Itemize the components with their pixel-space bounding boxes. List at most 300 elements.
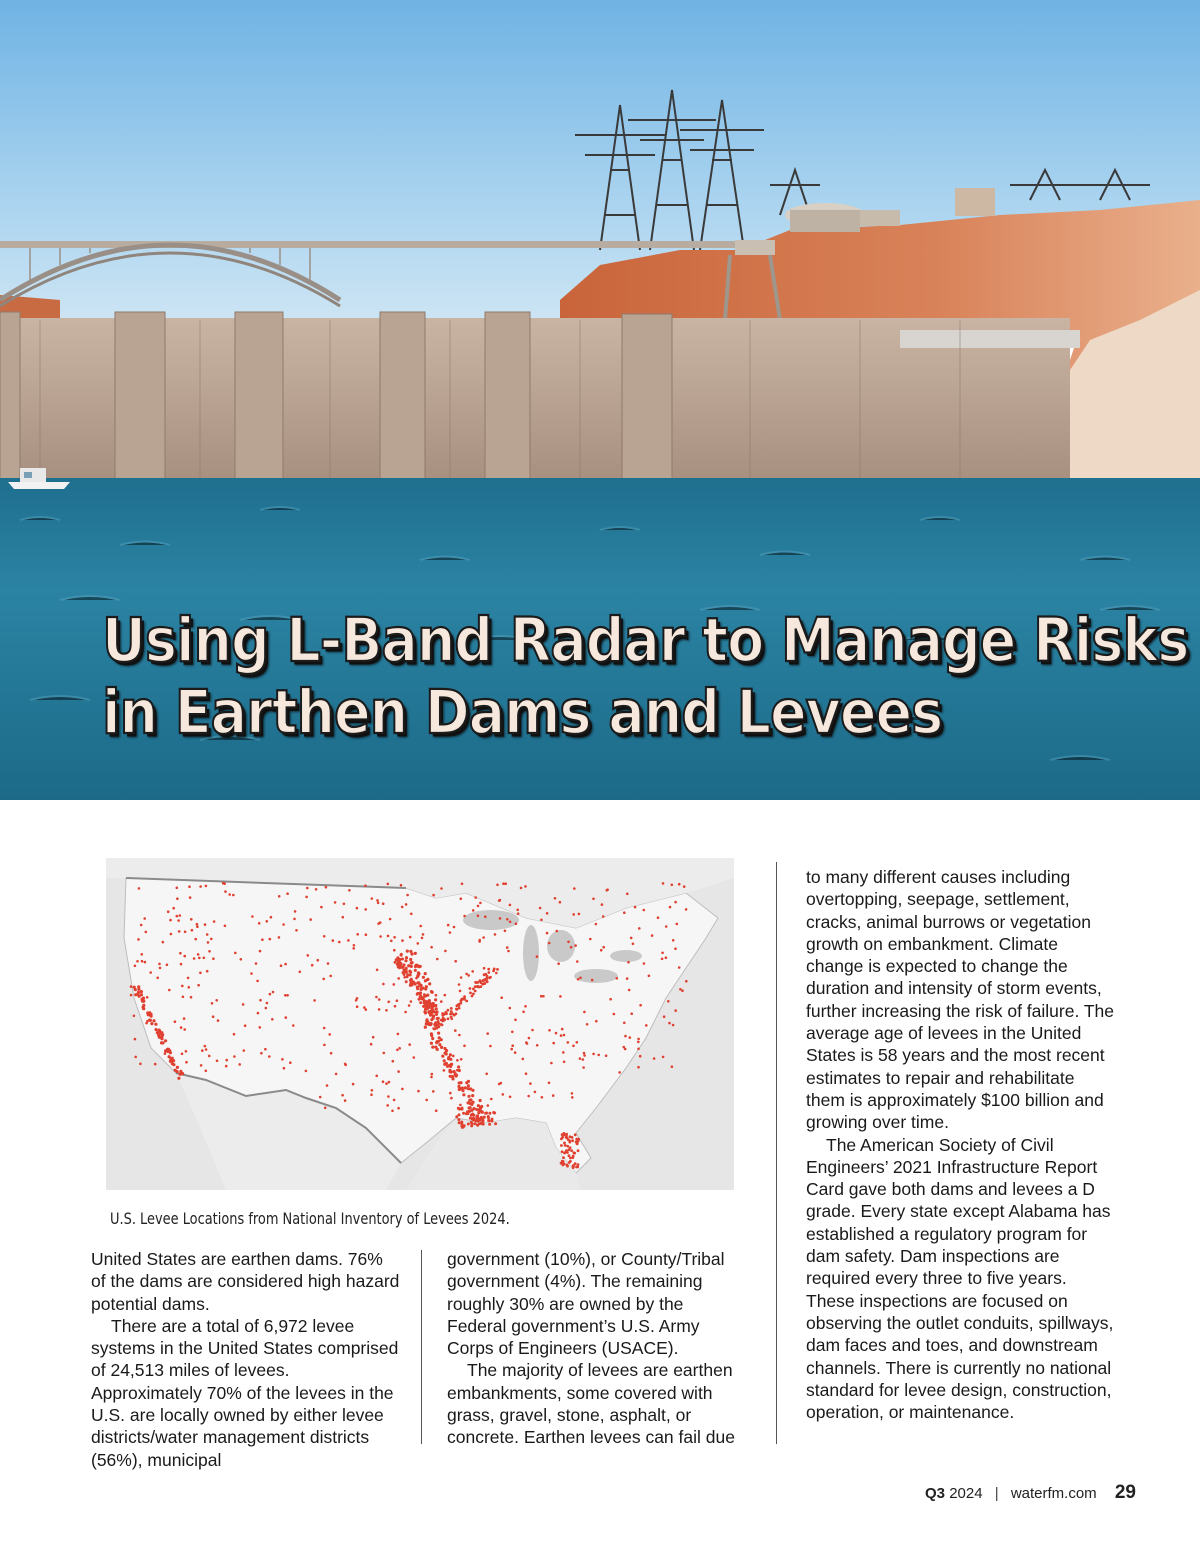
levee-dot	[561, 1136, 564, 1139]
levee-dot	[447, 1056, 450, 1059]
levee-dot	[419, 1001, 422, 1004]
levee-dot	[225, 1065, 228, 1068]
levee-dot	[416, 981, 419, 984]
levee-dot	[401, 939, 404, 942]
levee-dot	[435, 1041, 438, 1044]
levee-dot	[447, 1017, 450, 1020]
levee-dot	[637, 1066, 640, 1069]
levee-dot	[256, 980, 259, 983]
levee-dot	[559, 901, 562, 904]
levee-dot	[474, 896, 477, 899]
levee-dot	[176, 915, 179, 918]
levee-dot	[653, 1057, 656, 1060]
levee-dot	[259, 950, 262, 953]
levee-dot	[234, 952, 237, 955]
levee-dot	[400, 966, 403, 969]
levee-dot	[565, 1133, 568, 1136]
levee-dot	[488, 1123, 491, 1126]
levee-dot	[292, 1024, 295, 1027]
levee-dot	[199, 972, 202, 975]
levee-dot	[483, 973, 486, 976]
levee-dot	[422, 976, 425, 979]
levee-dot	[335, 1073, 338, 1076]
levee-dot	[341, 1094, 344, 1097]
levee-dot	[529, 1082, 532, 1085]
levee-dot	[567, 941, 570, 944]
levee-dot	[632, 943, 635, 946]
levee-dot	[555, 1032, 558, 1035]
levee-dot	[416, 993, 419, 996]
levee-dot	[466, 1112, 469, 1115]
levee-dot	[449, 1053, 452, 1056]
levee-dot	[462, 1112, 465, 1115]
levee-dot	[264, 1048, 267, 1051]
levee-dot	[213, 920, 216, 923]
levee-dot	[511, 1031, 514, 1034]
levee-dot	[193, 957, 196, 960]
levee-dot	[243, 1049, 246, 1052]
levee-dot	[577, 978, 580, 981]
levee-dot	[456, 1059, 459, 1062]
levee-dot	[623, 911, 626, 914]
paragraph: There are a total of 6,972 levee systems in the United States comprised of 24,513 miles of levees. Approximately 70% of the levees in the U.S. are locally owned by either levee districts/water management districts (56%), municipal	[91, 1315, 399, 1470]
levee-dot	[487, 1115, 490, 1118]
levee-dot	[205, 1070, 208, 1073]
levee-dot	[401, 906, 404, 909]
levee-dot	[324, 1107, 327, 1110]
levee-dot	[463, 1045, 466, 1048]
levee-dot	[668, 1022, 671, 1025]
levee-dot	[425, 1022, 428, 1025]
levee-dot	[637, 1048, 640, 1051]
levee-dot	[393, 936, 396, 939]
levee-dot	[572, 1045, 575, 1048]
levee-dot	[154, 1023, 157, 1026]
levee-dot	[471, 1094, 474, 1097]
levee-dot	[499, 917, 502, 920]
levee-dot	[531, 1029, 534, 1032]
levee-dot	[602, 946, 605, 949]
levee-dot	[574, 1162, 577, 1165]
levee-dot	[437, 1032, 440, 1035]
levee-dot	[560, 1144, 563, 1147]
levee-dot	[630, 1012, 633, 1015]
levee-dot	[459, 990, 462, 993]
levee-dot	[422, 933, 425, 936]
levee-dot	[606, 889, 609, 892]
levee-dot	[207, 941, 210, 944]
levee-dot	[571, 1092, 574, 1095]
levee-dot	[522, 1011, 525, 1014]
levee-dot	[464, 1086, 467, 1089]
levee-dot	[397, 1107, 400, 1110]
levee-dot	[437, 1024, 440, 1027]
levee-dot	[259, 999, 262, 1002]
levee-dot	[177, 919, 180, 922]
levee-dot	[271, 1018, 274, 1021]
levee-dot	[461, 883, 464, 886]
levee-dot	[565, 1136, 568, 1139]
levee-dot	[183, 1028, 186, 1031]
levee-dot	[148, 1011, 151, 1014]
levee-dot	[403, 973, 406, 976]
levee-dot	[183, 1017, 186, 1020]
paragraph: to many different causes including overtopping, seepage, settlement, cracks, animal burrows or vegetation growth on embankment. Climate change is expected to change the duration and intensity of storm events, further increasing the risk of failure. The average age of levees in the United States is 58 years and the most recent estimates to repair and rehabilitate them is approximately $100 billion and growing over time.	[806, 867, 1115, 1133]
levee-dot	[592, 1053, 595, 1056]
levee-dot	[431, 1037, 434, 1040]
levee-dot	[661, 952, 664, 955]
body-column-1	[91, 1248, 401, 1471]
levee-dot	[133, 1015, 136, 1018]
levee-dot	[573, 887, 576, 890]
levee-dot	[605, 1054, 608, 1057]
levee-dot	[376, 899, 379, 902]
levee-dot	[201, 1049, 204, 1052]
levee-dot	[181, 1053, 184, 1056]
levee-dot	[421, 937, 424, 940]
levee-dot	[410, 1000, 413, 1003]
levee-dot	[569, 1157, 572, 1160]
levee-dot	[663, 1015, 666, 1018]
levee-dot	[562, 1051, 565, 1054]
levee-dot	[347, 939, 350, 942]
issue-year: 2024	[949, 1485, 983, 1502]
levee-dot	[418, 998, 421, 1001]
levee-dot	[484, 915, 487, 918]
levee-dot	[424, 1011, 427, 1014]
levee-dot	[233, 1033, 236, 1036]
levee-dot	[569, 1135, 572, 1138]
levee-dot	[401, 958, 404, 961]
headline-line-2: in Earthen Dams and Levees	[102, 677, 943, 748]
levee-dot	[191, 929, 194, 932]
body-column-2	[447, 1248, 747, 1449]
levee-dot	[572, 913, 575, 916]
levee-dot	[371, 897, 374, 900]
levee-dot	[576, 960, 579, 963]
levee-dot	[138, 887, 141, 890]
levee-dot	[217, 1019, 220, 1022]
levee-dot	[420, 997, 423, 1000]
levee-dot	[496, 884, 499, 887]
levee-dot	[413, 1056, 416, 1059]
levee-dot	[205, 1048, 208, 1051]
levee-dot	[329, 975, 332, 978]
levee-dot	[520, 887, 523, 890]
levee-dot	[674, 901, 677, 904]
levee-dot	[146, 996, 149, 999]
levee-dot	[305, 896, 308, 899]
levee-dot	[683, 885, 686, 888]
levee-dot	[461, 1108, 464, 1111]
levee-dot	[674, 947, 677, 950]
levee-dot	[577, 1163, 580, 1166]
levee-dot	[499, 899, 502, 902]
levee-dot	[223, 882, 226, 885]
levee-dot	[516, 909, 519, 912]
levee-dot	[676, 923, 679, 926]
levee-dot	[343, 903, 346, 906]
levee-dot	[255, 962, 258, 965]
levee-dot	[509, 1096, 512, 1099]
levee-dot	[176, 1066, 179, 1069]
levee-dot	[595, 923, 598, 926]
levee-dot	[166, 964, 169, 967]
levee-dot	[474, 1122, 477, 1125]
levee-dot	[419, 992, 422, 995]
levee-dot	[475, 1115, 478, 1118]
levee-dot	[489, 1045, 492, 1048]
levee-dot	[600, 949, 603, 952]
levee-dot	[409, 936, 412, 939]
levee-dot	[672, 939, 675, 942]
levee-dot	[326, 1084, 329, 1087]
levee-dot	[461, 998, 464, 1001]
levee-dot	[488, 976, 491, 979]
levee-dot	[142, 1006, 145, 1009]
levee-dot	[509, 1007, 512, 1010]
levee-dot	[250, 972, 253, 975]
levee-dot	[284, 963, 287, 966]
levee-dot	[450, 1010, 453, 1013]
levee-dot	[167, 910, 170, 913]
levee-dot	[356, 997, 359, 1000]
levee-dot	[468, 1106, 471, 1109]
levee-dot	[212, 1015, 215, 1018]
levee-dot	[525, 1041, 528, 1044]
levee-dot	[323, 1027, 326, 1030]
levee-dot	[309, 918, 312, 921]
levee-dot	[199, 885, 202, 888]
levee-dot	[170, 933, 173, 936]
levee-dot	[169, 1057, 172, 1060]
levee-dot	[378, 1008, 381, 1011]
levee-dot	[150, 1022, 153, 1025]
levee-dot	[194, 938, 197, 941]
levee-dot	[356, 1005, 359, 1008]
levee-dot	[578, 913, 581, 916]
levee-dot	[515, 922, 518, 925]
levee-dot	[431, 1046, 434, 1049]
levee-dot	[172, 1063, 175, 1066]
column-rule	[421, 1250, 422, 1444]
levee-dot	[161, 1041, 164, 1044]
levee-dot	[396, 999, 399, 1002]
levee-dot	[479, 1099, 482, 1102]
levee-dot	[601, 903, 604, 906]
levee-dot	[352, 947, 355, 950]
levee-dot	[424, 972, 427, 975]
levee-dot	[270, 916, 273, 919]
levee-dot	[397, 1070, 400, 1073]
levee-dot	[370, 1043, 373, 1046]
levee-dot	[225, 1059, 228, 1062]
levee-dot	[524, 1005, 527, 1008]
levee-dot	[463, 995, 466, 998]
levee-dot	[387, 935, 390, 938]
levee-dot	[430, 1007, 433, 1010]
levee-dot	[168, 989, 171, 992]
levee-dot	[436, 1048, 439, 1051]
levee-dot	[570, 946, 573, 949]
levee-dot	[470, 1103, 473, 1106]
levee-dot	[184, 931, 187, 934]
levee-dot	[180, 963, 183, 966]
levee-dot	[142, 1000, 145, 1003]
levee-dot	[485, 978, 488, 981]
levee-dot	[669, 906, 672, 909]
levee-dot	[637, 1038, 640, 1041]
levee-dot	[385, 1082, 388, 1085]
levee-dot	[488, 1119, 491, 1122]
levee-dot	[396, 963, 399, 966]
levee-dot	[448, 1070, 451, 1073]
levee-dot	[403, 976, 406, 979]
levee-dot	[323, 1044, 326, 1047]
levee-dot	[425, 1099, 428, 1102]
levee-dot	[571, 1096, 574, 1099]
levee-dot	[639, 1004, 642, 1007]
levee-dot	[403, 970, 406, 973]
levee-dot	[541, 1096, 544, 1099]
levee-dot	[485, 1073, 488, 1076]
levee-dot	[556, 930, 559, 933]
levee-dot	[629, 1036, 632, 1039]
levee-dot	[233, 1055, 236, 1058]
levee-dot	[579, 1057, 582, 1060]
levee-dot	[450, 1016, 453, 1019]
levee-dot	[141, 960, 144, 963]
levee-dot	[338, 941, 341, 944]
levee-dot	[583, 1011, 586, 1014]
levee-dot	[527, 1095, 530, 1098]
levee-dot	[674, 1009, 677, 1012]
issue-quarter: Q3	[925, 1485, 946, 1502]
levee-dot	[510, 1048, 513, 1051]
levee-dot	[391, 1110, 394, 1113]
levee-dot	[317, 959, 320, 962]
levee-dot	[394, 1005, 397, 1008]
levee-dot	[356, 907, 359, 910]
website-link[interactable]: waterfm.com	[1010, 1485, 1097, 1502]
levee-dot	[197, 953, 200, 956]
levee-dot	[430, 1018, 433, 1021]
body-column-3	[806, 866, 1116, 1423]
levee-dot	[561, 1028, 564, 1031]
levee-dot	[582, 1066, 585, 1069]
levee-dot	[344, 1099, 347, 1102]
paragraph: The majority of levees are earthen embankments, some covered with grass, gravel, stone, asphalt, or concrete. Earthen levees can fail due	[447, 1360, 735, 1448]
levee-dot	[534, 1091, 537, 1094]
levee-dot	[623, 1022, 626, 1025]
levee-dot	[382, 983, 385, 986]
levee-dot	[406, 894, 409, 897]
levee-dot	[648, 975, 651, 978]
levee-dot	[289, 1061, 292, 1064]
levee-dot	[208, 1055, 211, 1058]
levee-dot	[444, 994, 447, 997]
levee-dot	[431, 1073, 434, 1076]
levee-dot	[400, 884, 403, 887]
levee-dot	[286, 994, 289, 997]
folio-separator: |	[994, 1485, 999, 1502]
levee-dot	[560, 1162, 563, 1165]
levee-dot	[280, 964, 283, 967]
levee-dot	[417, 972, 420, 975]
levee-dot	[482, 1123, 485, 1126]
levee-dot	[189, 896, 192, 899]
column-rule	[776, 862, 777, 1444]
levee-dot	[681, 989, 684, 992]
levee-dot	[634, 906, 637, 909]
levee-dot	[494, 933, 497, 936]
levee-dot	[215, 999, 218, 1002]
levee-dot	[176, 887, 179, 890]
levee-dot	[377, 902, 380, 905]
levee-dot	[319, 1096, 322, 1099]
levee-dot	[643, 909, 646, 912]
levee-dot	[156, 977, 159, 980]
levee-dot	[624, 1035, 627, 1038]
levee-dot	[182, 996, 185, 999]
levee-dot	[224, 925, 227, 928]
levee-dot	[387, 883, 390, 886]
levee-dot	[595, 1020, 598, 1023]
levee-dot	[130, 994, 133, 997]
levee-dot	[164, 1052, 167, 1055]
levee-dot	[269, 993, 272, 996]
levee-dot	[662, 1056, 665, 1059]
levee-dot	[330, 1052, 333, 1055]
levee-dot	[387, 1095, 390, 1098]
levee-dot	[425, 1001, 428, 1004]
levee-dot	[266, 920, 269, 923]
levee-dot	[352, 1083, 355, 1086]
levee-dot	[657, 916, 660, 919]
levee-dot	[487, 968, 490, 971]
levee-dot	[379, 935, 382, 938]
levee-dot	[169, 1051, 172, 1054]
levee-dot	[572, 1165, 575, 1168]
levee-dot	[470, 1121, 473, 1124]
levee-dot	[375, 1075, 378, 1078]
levee-dot	[196, 925, 199, 928]
levee-dot	[409, 958, 412, 961]
levee-dot	[224, 890, 227, 893]
levee-dot	[639, 1055, 642, 1058]
levee-dot	[240, 958, 243, 961]
levee-dot	[506, 918, 509, 921]
levee-dot	[405, 903, 408, 906]
levee-dot	[269, 938, 272, 941]
levee-dot	[546, 932, 549, 935]
levee-dot	[389, 918, 392, 921]
levee-dot	[483, 967, 486, 970]
levee-dot	[450, 1007, 453, 1010]
levee-dot	[137, 985, 140, 988]
levee-dot	[542, 995, 545, 998]
levee-dot	[401, 1088, 404, 1091]
levee-dot	[428, 982, 431, 985]
levee-dot	[406, 950, 409, 953]
levee-dot	[158, 963, 161, 966]
levee-dot	[386, 1104, 389, 1107]
levee-dot	[364, 884, 367, 887]
levee-dot	[428, 1010, 431, 1013]
levee-dot	[528, 1037, 531, 1040]
levee-dot	[458, 983, 461, 986]
levee-dot	[474, 985, 477, 988]
